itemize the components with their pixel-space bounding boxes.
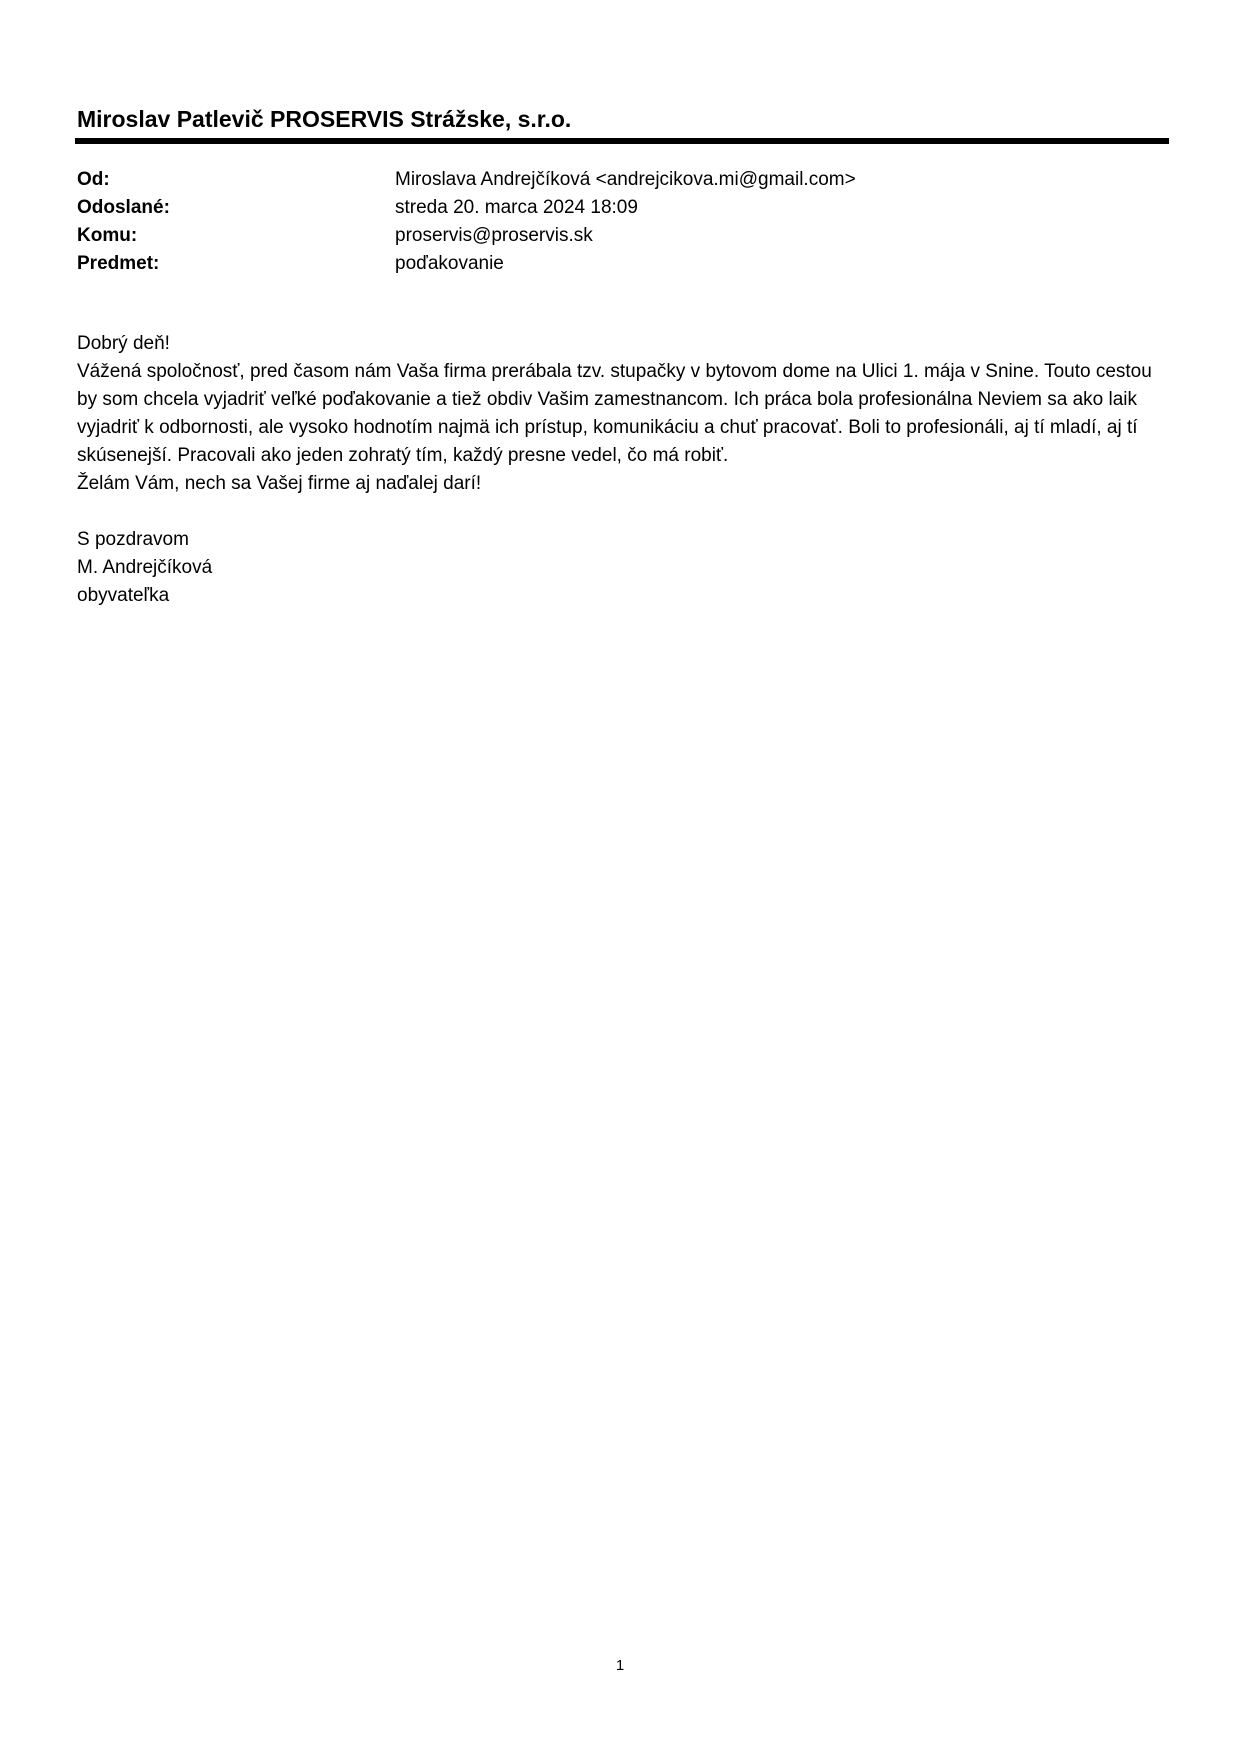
greeting: Dobrý deň!: [77, 333, 170, 354]
email-header-fields: [77, 166, 1077, 278]
paragraph-spacer: [77, 498, 1171, 526]
signature-role: obyvateľka: [77, 585, 170, 606]
sent-label: Odoslané:: [77, 197, 170, 218]
subject-value: poďakovanie: [395, 253, 504, 274]
document-title: Miroslav Patlevič PROSERVIS Strážske, s.r.o.: [77, 106, 572, 132]
closing-line: S pozdravom: [77, 529, 189, 550]
from-row: [77, 166, 1077, 194]
title-divider: [75, 138, 1169, 144]
to-label: Komu:: [77, 225, 138, 246]
sent-value: streda 20. marca 2024 18:09: [395, 197, 638, 218]
from-label: Od:: [77, 169, 110, 190]
subject-label: Predmet:: [77, 253, 160, 274]
email-body: [77, 330, 1171, 610]
page-number: 1: [615, 1657, 625, 1674]
to-value: proservis@proservis.sk: [395, 225, 593, 246]
wish-line: Želám Vám, nech sa Vašej firme aj naďalej darí!: [77, 473, 482, 494]
from-value: Miroslava Andrejčíková <andrejcikova.mi@gmail.com>: [395, 169, 856, 190]
to-row: [77, 222, 1077, 250]
sent-row: [77, 194, 1077, 222]
body-paragraph: Vážená spoločnosť, pred časom nám Vaša firma prerábala tzv. stupačky v bytovom dome na Ulici 1. mája v Snine. Touto cestou by som chcela vyjadriť veľké poďakovanie a tiež obdiv Vašim zamestnancom. Ich práca bola profesionálna Neviem sa ako laik vyjadriť k odbornosti, ale vysoko hodnotím najmä ich prístup, komunikáciu a chuť pracovať. Boli to profesionáli, aj tí mladí, aj tí skúsenejší. Pracovali ako jeden zohratý tím, každý presne vedel, čo má robiť.: [77, 361, 1152, 466]
subject-row: [77, 250, 1077, 278]
signature-name: M. Andrejčíková: [77, 557, 213, 578]
